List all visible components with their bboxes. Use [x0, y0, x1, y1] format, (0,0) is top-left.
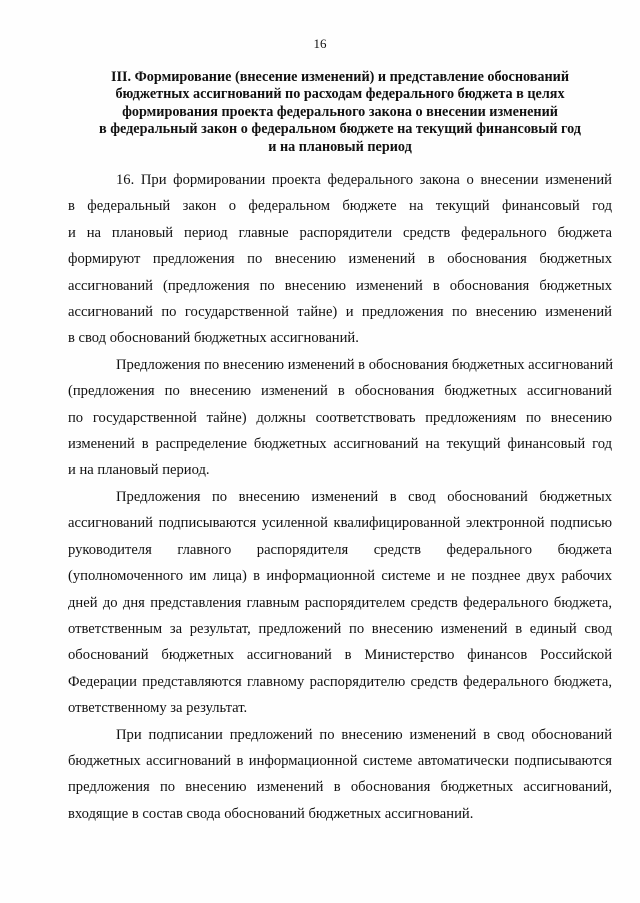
- heading-line: формирования проекта федерального закона о внесении изменений: [122, 103, 558, 120]
- heading-line: в федеральный закон о федеральном бюджете на текущий финансовый год: [99, 121, 581, 138]
- text-line: ответственным за результат, предложений по внесению изменений в единый свод: [68, 620, 612, 637]
- text-line: ассигнований по государственной тайне) и предложения по внесению изменений: [68, 304, 612, 321]
- text-line: в федеральный закон о федеральном бюджете на текущий финансовый год: [68, 198, 612, 215]
- text-line: обоснований бюджетных ассигнований в Министерство финансов Российской: [68, 647, 612, 664]
- text-line: и на плановый период.: [68, 462, 210, 479]
- document-body: [68, 167, 612, 827]
- text-line: руководителя главного распорядителя средств федерального бюджета: [68, 541, 612, 558]
- text-line: Предложения по внесению изменений в обоснования бюджетных ассигнований: [116, 356, 614, 373]
- text-line: формируют предложения по внесению изменений в обоснования бюджетных: [68, 251, 612, 268]
- text-line: ассигнований (предложения по внесению изменений в обоснования бюджетных: [68, 277, 612, 294]
- text-line: Федерации представляются главному распорядителю средств федерального бюджета,: [68, 673, 612, 690]
- text-line: (уполномоченного им лица) в информационной системе и не позднее двух рабочих: [68, 568, 612, 585]
- text-line: по государственной тайне) должны соответствовать предложениям по внесению: [68, 409, 612, 426]
- text-line: в свод обоснований бюджетных ассигнований.: [68, 330, 359, 347]
- paragraph-3: [68, 484, 612, 722]
- heading-line: III. Формирование (внесение изменений) и представление обоснований: [110, 69, 570, 85]
- text-line: и на плановый период главные распорядители средств федерального бюджета: [68, 224, 612, 241]
- text-line: входящие в состав свода обоснований бюджетных ассигнований.: [68, 805, 474, 822]
- paragraph-16: [68, 167, 612, 352]
- text-line: 16. При формировании проекта федерального закона о внесении изменений: [116, 172, 612, 188]
- page-number: 16: [313, 36, 327, 51]
- text-line: Предложения по внесению изменений в свод обоснований бюджетных: [116, 488, 612, 505]
- heading-line: бюджетных ассигнований по расходам федерального бюджета в целях: [115, 86, 565, 103]
- text-line: При подписании предложений по внесению изменений в свод обоснований: [116, 726, 612, 743]
- paragraph-4: [68, 722, 612, 828]
- section-heading: [70, 69, 610, 156]
- text-line: ассигнований подписываются усиленной квалифицированной электронной подписью: [68, 515, 612, 532]
- text-line: предложения по внесению изменений в обоснования бюджетных ассигнований,: [68, 779, 612, 796]
- text-line: дней до дня представления главным распорядителем средств федерального бюджета,: [68, 594, 612, 611]
- text-line: изменений в распределение бюджетных ассигнований на текущий финансовый год: [68, 436, 612, 453]
- text-line: бюджетных ассигнований в информационной системе автоматически подписываются: [68, 752, 612, 769]
- text-line: ответственному за результат.: [68, 700, 248, 717]
- heading-line: и на плановый период: [268, 138, 412, 155]
- text-line: (предложения по внесению изменений в обоснования бюджетных ассигнований: [68, 383, 612, 400]
- paragraph-2: [68, 352, 612, 484]
